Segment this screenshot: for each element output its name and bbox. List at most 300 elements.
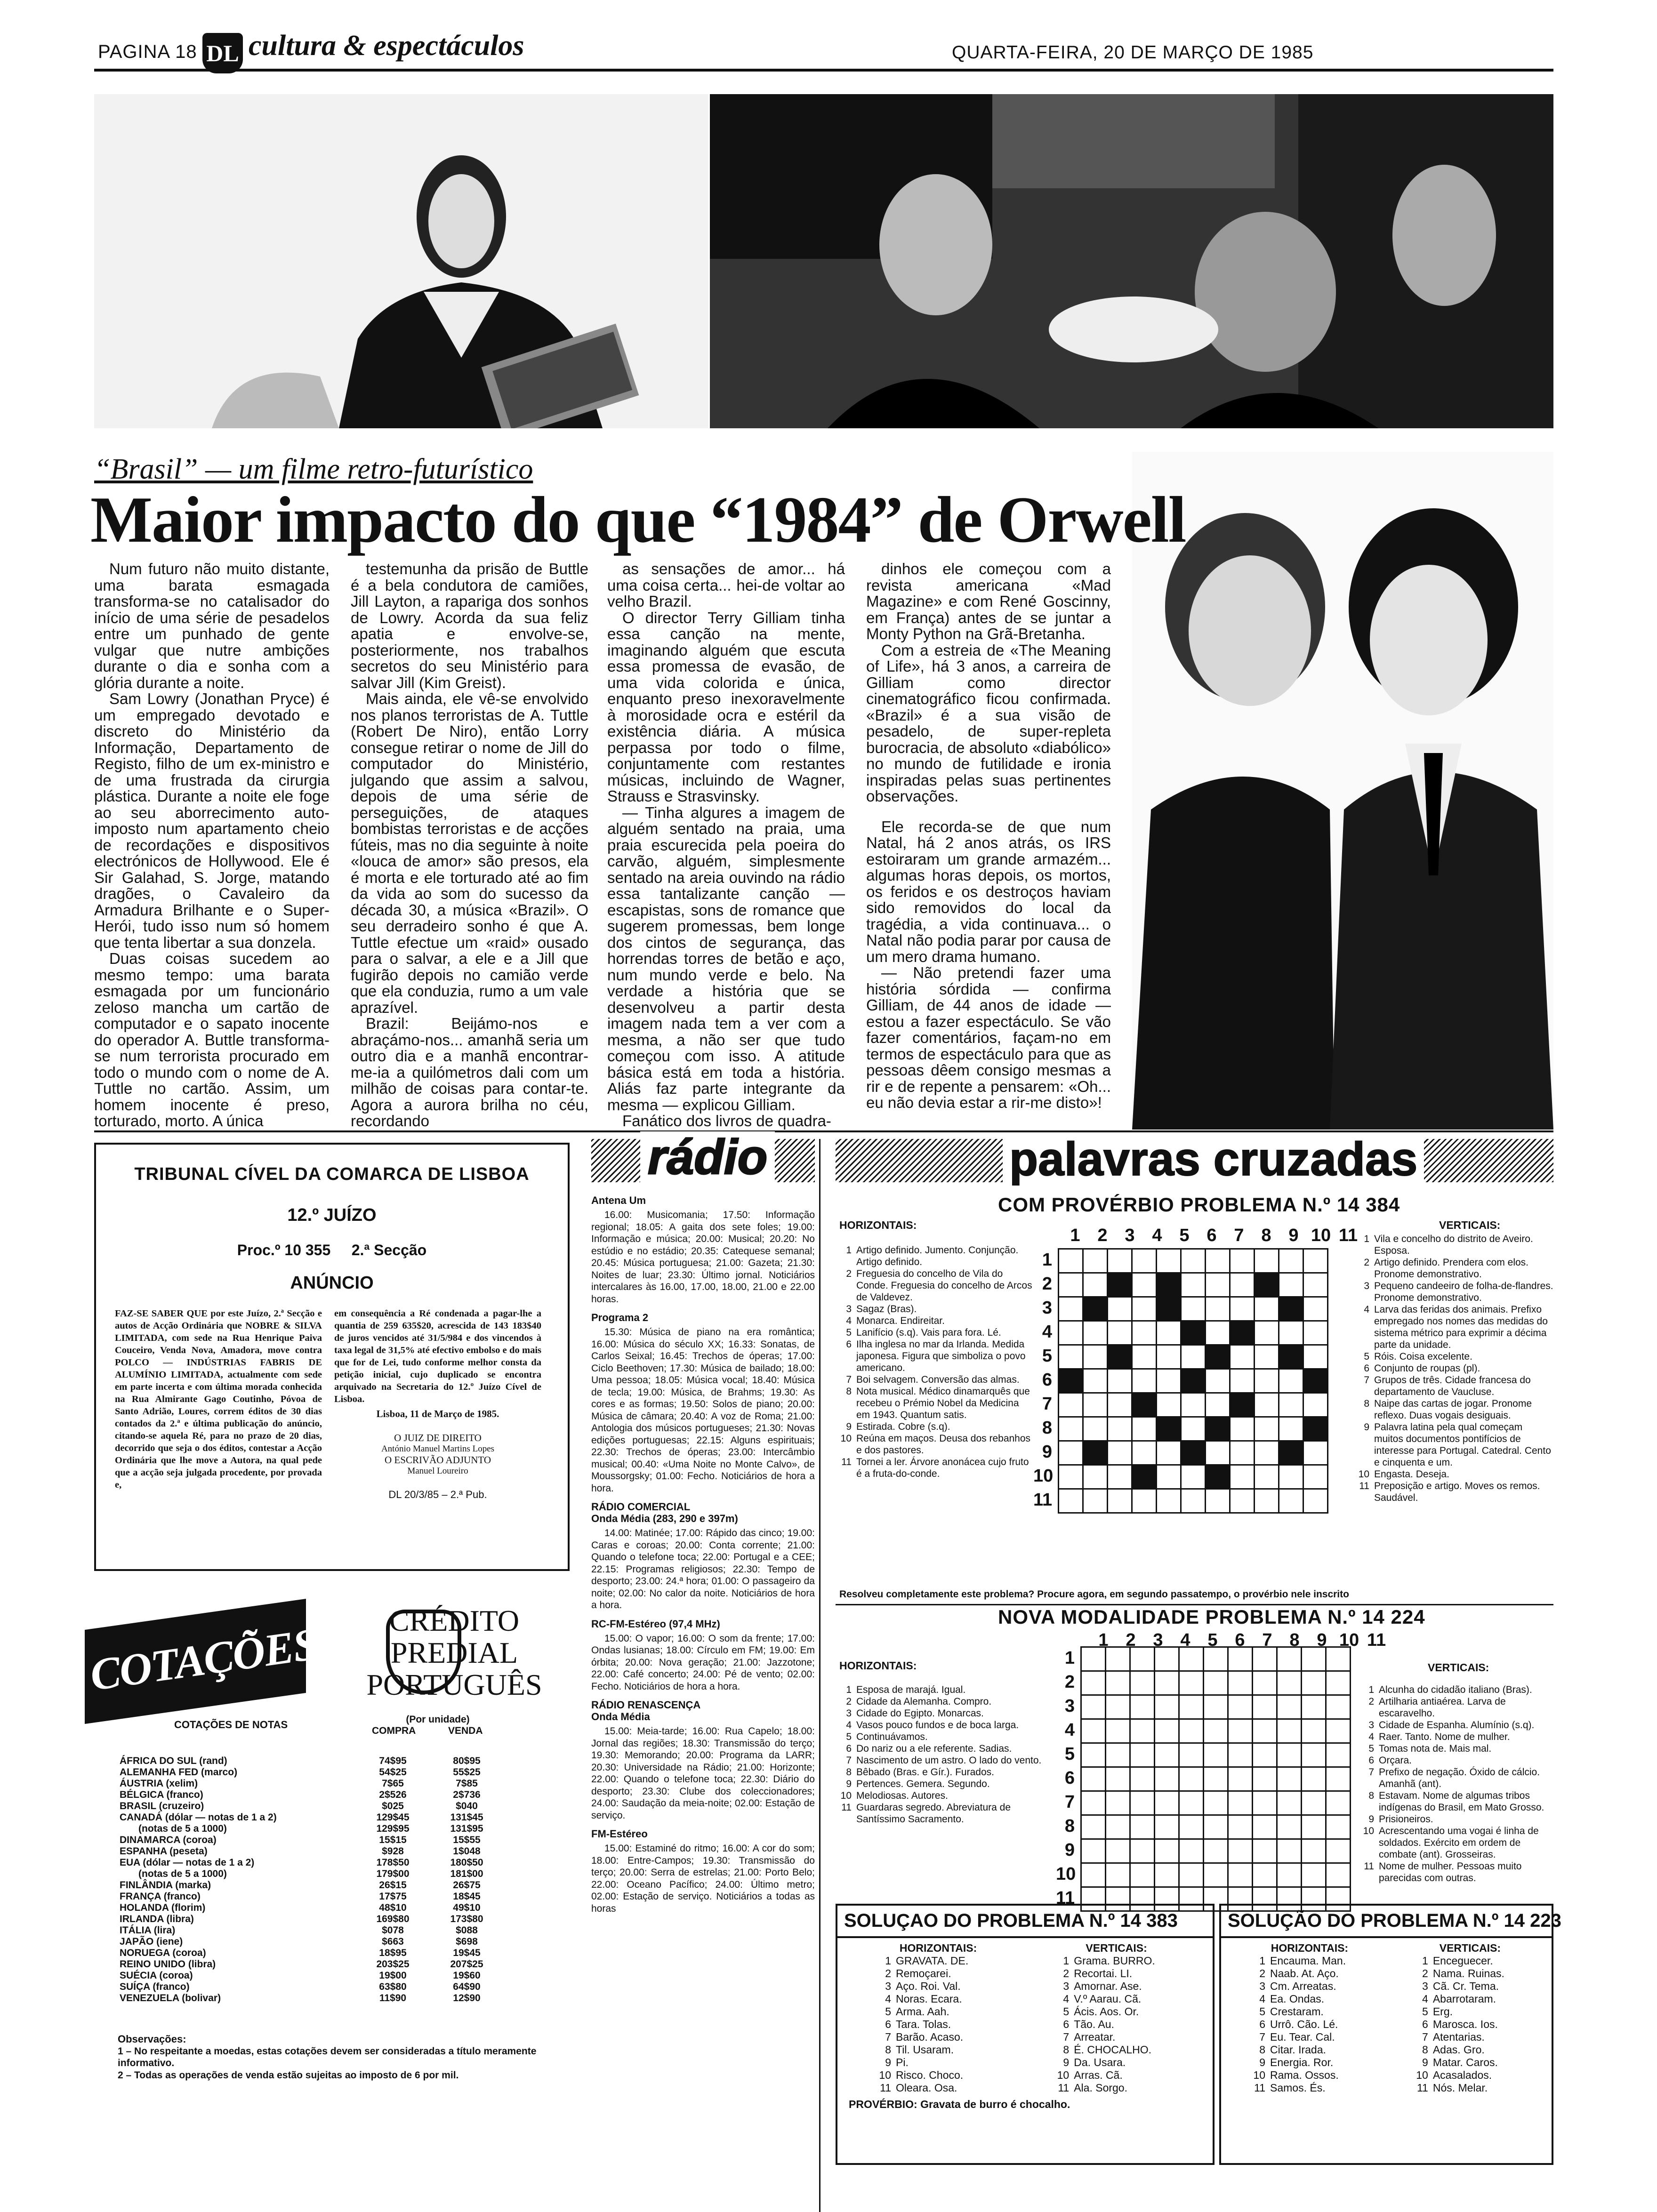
clue-text: Grama. BURRO. — [1074, 1955, 1155, 1967]
note-1: 1 – No respeitante a moedas, estas cotações devem ser consideradas a título meramente informativo. — [118, 2046, 537, 2068]
black-square — [1083, 1297, 1108, 1321]
row-number: 4 — [1042, 1322, 1052, 1342]
white-square — [1204, 1647, 1228, 1671]
white-square — [1204, 1743, 1228, 1767]
clue — [836, 1327, 1033, 1338]
clue — [836, 1386, 1033, 1421]
white-square — [1206, 1489, 1230, 1513]
white-square — [1132, 1369, 1157, 1393]
white-square — [1106, 1695, 1130, 1719]
clue-number: 9 — [846, 1779, 852, 1789]
grid-row — [1059, 1345, 1328, 1369]
clue — [1358, 1860, 1553, 1884]
white-square — [1132, 1249, 1157, 1273]
sell-rate: 15$55 — [453, 1835, 481, 1845]
paragraph: testemunha da prisão de Buttle é a bela condutora de camiões, Jill Layton, a rapariga dos sonhos de Lowry. Acorda da sua feliz apatia e envolve-se, posteriormente, nos trabalhos secretos do seu Ministério para salvar Jill (Kim Greist). — [351, 560, 588, 691]
white-square — [1081, 1743, 1106, 1767]
clue-number: 2 — [1063, 1967, 1070, 1980]
white-square — [1083, 1249, 1108, 1273]
clue-text: Arma. Aah. — [896, 2005, 949, 2018]
sell-rate: 64$90 — [453, 1981, 481, 1992]
clue-number: 5 — [1063, 2005, 1070, 2018]
buy-rate: $928 — [382, 1846, 404, 1857]
white-square — [1059, 1321, 1083, 1345]
clue-text: Atentarias. — [1432, 2031, 1485, 2043]
white-square — [1106, 1815, 1130, 1839]
clue — [875, 2082, 1030, 2094]
tribunal-date: Lisboa, 11 de Março de 1985. — [376, 1408, 499, 1419]
clue-number: 10 — [1363, 1826, 1374, 1836]
white-square — [1155, 1815, 1179, 1839]
white-square — [1277, 1719, 1302, 1743]
white-square — [1253, 1767, 1277, 1791]
row-number: 1 — [1042, 1250, 1052, 1270]
column-number: 6 — [1235, 1630, 1245, 1650]
clue-number: 4 — [846, 1720, 852, 1731]
tribunal-juizo: 12.º JUÍZO — [287, 1205, 377, 1225]
clue-text: Nota musical. Médico dinamarquês que recebeu o Prémio Nobel da Medicina em 1943. Quantum satis. — [856, 1386, 1030, 1420]
white-square — [1130, 1767, 1155, 1791]
white-square — [1130, 1791, 1155, 1815]
clue-text: Orçara. — [1379, 1755, 1412, 1766]
clue — [836, 1244, 1033, 1268]
sol2-verticais-label: VERTICAIS: — [1439, 1942, 1501, 1954]
clue — [1412, 1955, 1547, 1967]
buy-header: COMPRA — [372, 1725, 416, 1736]
table-row — [118, 1857, 504, 1868]
clue-number: 3 — [1368, 1720, 1374, 1731]
clue-number: 8 — [1364, 1398, 1369, 1409]
sell-rate: $040 — [456, 1801, 478, 1811]
clue-text: Recortai. LI. — [1074, 1967, 1133, 1980]
clue-text: Estirada. Cobre (s.q). — [856, 1421, 950, 1432]
white-square — [1106, 1863, 1130, 1887]
white-square — [1157, 1345, 1181, 1369]
paragraph: Fanático dos livros de quadra- — [622, 1112, 831, 1130]
clue — [1249, 2056, 1393, 2069]
clue-text: Energia. Ror. — [1270, 2056, 1334, 2068]
white-square — [1059, 1297, 1083, 1321]
buy-rate: 19$00 — [379, 1970, 407, 1981]
buy-rate: 54$25 — [379, 1767, 407, 1778]
sell-rate: 18$45 — [453, 1891, 481, 1902]
tribunal-anuncio: ANÚNCIO — [290, 1273, 374, 1293]
white-square — [1253, 1695, 1277, 1719]
column-number: 10 — [1311, 1226, 1331, 1245]
clue-text: Naipe das cartas de jogar. Pronome reflexo. Duas vogais desiguais. — [1374, 1398, 1532, 1421]
table-row — [118, 1925, 504, 1936]
paragraph: dinhos ele começou com a revista americana «Mad Magazine» e com René Goscinny, em França) antes de se juntar a Monty Python na Grã-Bretanha. — [866, 560, 1111, 642]
publication-ref: DL 20/3/85 – 2.ª Pub. — [388, 1489, 487, 1500]
sol1-vertical-answers — [1053, 1955, 1203, 2094]
clue-text: Da. Usara. — [1074, 2056, 1126, 2068]
clue — [1053, 1980, 1203, 1993]
white-square — [1279, 1393, 1303, 1417]
clue-number: 6 — [1063, 2018, 1070, 2030]
white-square — [1157, 1369, 1181, 1393]
currency-name: (notas de 5 a 1000) — [138, 1823, 227, 1834]
grid-row — [1081, 1695, 1351, 1719]
clue-number: 8 — [885, 2044, 891, 2056]
grid-row — [1081, 1791, 1351, 1815]
clue — [1249, 2018, 1393, 2031]
white-square — [1255, 1417, 1279, 1441]
sell-rate: 80$95 — [453, 1755, 481, 1766]
tribunal-text-left: FAZ-SE SABER QUE por este Juízo, 2.ª Secção e autos de Acção Ordinária que NOBRE & SILVA LIMITADA, com sede na Rua Henrique Paiva Couceiro, Venda Nova, Amadora, move contra POLCO — INDÚSTRIAS FABRIS DE ALUMÍNIO LIMITADA, actualmente com sede em parte incerta e com última morada conhecida na Rua Almirante Gago Coutinho, Póvoa de Santo Adrião, Loures, correm éditos de 30 dias contados da 2.ª e última publicação do anúncio, citando-se aquela Ré, para no prazo de 20 dias, decorrido que seja o dos éditos, contestar a Acção Ordinária que lhe move a Autora, na qual pede que a acção seja julgada procedente, por provada e, — [115, 1308, 322, 1490]
white-square — [1179, 1815, 1204, 1839]
clue-text: Cidade da Alemanha. Compro. — [856, 1696, 992, 1707]
clue-number: 11 — [1254, 2082, 1265, 2094]
white-square — [1302, 1863, 1326, 1887]
clue-text: Boi selvagem. Conversão das almas. — [856, 1374, 1020, 1385]
black-square — [1157, 1273, 1181, 1297]
buy-rate: 63$80 — [379, 1981, 407, 1992]
white-square — [1326, 1767, 1351, 1791]
clue-number: 2 — [1364, 1257, 1369, 1268]
clue — [1249, 2069, 1393, 2082]
cotacoes-banner-text: COTAÇÕES — [87, 1618, 321, 1700]
white-square — [1106, 1767, 1130, 1791]
clue — [1412, 2018, 1547, 2031]
row-number: 6 — [1064, 1768, 1075, 1788]
column-number: 2 — [1126, 1630, 1136, 1650]
clue-number: 7 — [846, 1374, 852, 1385]
white-square — [1155, 1647, 1179, 1671]
clue-text: Risco. Choco. — [896, 2069, 964, 2081]
p2-grid — [1080, 1646, 1351, 1912]
white-square — [1081, 1671, 1106, 1695]
black-square — [1132, 1465, 1157, 1489]
white-square — [1253, 1839, 1277, 1863]
clue — [1249, 2005, 1393, 2018]
clue-text: Samos. És. — [1270, 2082, 1326, 2094]
clerk-name: Manuel Loureiro — [407, 1466, 468, 1476]
white-square — [1326, 1743, 1351, 1767]
clue-number: 4 — [885, 1993, 891, 2005]
white-square — [1181, 1465, 1206, 1489]
clue — [1249, 1967, 1393, 1980]
currency-name: IRLANDA (libra) — [120, 1914, 194, 1924]
clue-number: 1 — [1364, 1234, 1369, 1244]
clue-text: Artigo definido. Jumento. Conjunção. Artigo definido. — [856, 1245, 1019, 1267]
white-square — [1059, 1417, 1083, 1441]
white-square — [1255, 1465, 1279, 1489]
clue-text: Raer. Tanto. Nome de mulher. — [1379, 1731, 1510, 1742]
row-number: 6 — [1042, 1370, 1052, 1390]
white-square — [1255, 1489, 1279, 1513]
clue-text: Larva das feridas dos animais. Prefixo empregado nos nomes das medidas do sistema métrico para exprimir a décima parte da unidade. — [1374, 1304, 1548, 1350]
white-square — [1155, 1767, 1179, 1791]
clue-text: Citar. Irada. — [1270, 2044, 1326, 2056]
grid-row — [1081, 1647, 1351, 1671]
clue-text: Cm. Arreatas. — [1270, 1980, 1336, 1992]
clue-text: Guardaras segredo. Abreviatura de Santíssimo Sacramento. — [856, 1802, 1011, 1825]
clue-text: Artilharia antiaérea. Larva de escaravelho. — [1379, 1696, 1506, 1719]
grid-row — [1081, 1839, 1351, 1863]
white-square — [1326, 1695, 1351, 1719]
grid-row — [1059, 1465, 1328, 1489]
white-square — [1059, 1249, 1083, 1273]
black-square — [1255, 1273, 1279, 1297]
white-square — [1253, 1671, 1277, 1695]
white-square — [1302, 1671, 1326, 1695]
buy-rate: 169$80 — [376, 1914, 410, 1924]
clue — [1353, 1257, 1553, 1280]
radio-title: rádio — [640, 1131, 775, 1183]
currency-name: ESPANHA (peseta) — [120, 1846, 208, 1857]
clue-number: 6 — [846, 1743, 852, 1754]
clue — [1053, 2082, 1203, 2094]
white-square — [1326, 1815, 1351, 1839]
grid-row — [1081, 1743, 1351, 1767]
station-schedule: 14.00: Matinée; 17.00: Rápido das cinco; 19.00: Caras e coroas; 20.00: Conta corrente; 21.00: Quando o telefone toca; 22.00: Portugal e a CEE; 22.15: Programas religiosos; 22.30: Tempo de desporto; 23.00: 24.ª hora; 01.00: O passageiro da noite; 02.00: No calor da noite. Noticiários de hora a hora. — [591, 1528, 815, 1611]
black-square — [1206, 1417, 1230, 1441]
clue — [1353, 1374, 1553, 1398]
clue-number: 6 — [1422, 2018, 1428, 2030]
clue — [1353, 1398, 1553, 1421]
white-square — [1206, 1393, 1230, 1417]
paragraph: — Tinha algures a imagem de alguém sentado na praia, uma praia escurecida pela poeira do carvão, alguém, simplesmente sentado na areia ouvindo na rádio essa tantalizante canção — escapistas, sons de romance que sugerem promessas, bem longe dos cintos de segurança, das horrendas torres de betão e aço, num mundo verde e belo. Na verdade a história que se desenvolveu a partir desta imagem nada tem a ver com a mesma, a não ser que tudo começou com isso. A atitude básica está em toda a história. Aliás faz parte integrante da mesma — explicou Gilliam. — [607, 803, 845, 1114]
clue-text: Sagaz (Bras). — [856, 1304, 917, 1314]
table-row — [118, 1891, 504, 1902]
black-square — [1230, 1321, 1255, 1345]
clue-number: 2 — [846, 1268, 852, 1279]
solution-1-title: SOLUÇAO DO PROBLEMA N.º 14 383 — [837, 1906, 1213, 1938]
buy-rate: 203$25 — [376, 1959, 410, 1970]
station-schedule: 15.00: Meia-tarde; 16.00: Rua Capelo; 18.00: Jornal das regiões; 18.30: Transmissão do terço; 19.30: Memorando; 20.00: Programa da LARR; 20.30: Universidade na Rádio; 21.00: Horizonte; 22.00: Quando o telefone toca; 22.30: Diário do desporto; 23.30: Clube dos coleccionadores; 24.00: Saudação da meia-noite; 02.00: Estação de serviço. — [591, 1726, 815, 1821]
clue — [1053, 1967, 1203, 1980]
clue-text: Arreatar. — [1074, 2031, 1116, 2043]
column-number: 8 — [1261, 1226, 1271, 1245]
row-number: 2 — [1064, 1672, 1075, 1692]
clue-number: 4 — [1063, 1993, 1070, 2005]
white-square — [1108, 1441, 1132, 1465]
white-square — [1302, 1791, 1326, 1815]
clue-text: Artigo definido. Prendera com elos. Pronome demonstrativo. — [1374, 1257, 1529, 1280]
clue-text: Barão. Acaso. — [896, 2031, 964, 2043]
white-square — [1204, 1719, 1228, 1743]
white-square — [1181, 1417, 1206, 1441]
white-square — [1179, 1695, 1204, 1719]
clue-number: 8 — [1259, 2044, 1265, 2056]
table-row — [118, 1970, 504, 1981]
clue-text: Remoçarei. — [896, 1967, 951, 1980]
sell-rate: 26$75 — [453, 1880, 481, 1891]
black-square — [1230, 1393, 1255, 1417]
white-square — [1303, 1441, 1328, 1465]
black-square — [1206, 1345, 1230, 1369]
clue-number: 4 — [846, 1315, 852, 1326]
white-square — [1326, 1671, 1351, 1695]
grid-row — [1059, 1321, 1328, 1345]
clerk-title: O ESCRIVÃO ADJUNTO — [385, 1454, 491, 1466]
black-square — [1157, 1417, 1181, 1441]
clue — [1358, 1743, 1553, 1755]
currency-name: DINAMARCA (coroa) — [120, 1835, 217, 1845]
currency-name: ÁUSTRIA (xelim) — [120, 1778, 198, 1789]
white-square — [1132, 1489, 1157, 1513]
clue-number: 2 — [885, 1967, 891, 1980]
white-square — [1130, 1695, 1155, 1719]
white-square — [1083, 1417, 1108, 1441]
clue — [1353, 1351, 1553, 1362]
clue-number: 9 — [1259, 2056, 1265, 2068]
clue — [1358, 1684, 1553, 1696]
white-square — [1255, 1393, 1279, 1417]
clue-text: Tornei a ler. Árvore anonácea cujo fruto é a fruta-do-conde. — [856, 1457, 1029, 1479]
p1-vertical-clues — [1353, 1233, 1553, 1504]
clue-text: Nama. Ruinas. — [1432, 1967, 1504, 1980]
buy-rate: $078 — [382, 1925, 404, 1936]
clue-text: Erg. — [1432, 2005, 1453, 2018]
clue — [836, 1421, 1033, 1433]
white-square — [1059, 1465, 1083, 1489]
clue-number: 10 — [1358, 1469, 1369, 1480]
clue-number: 1 — [1063, 1955, 1070, 1967]
table-row — [118, 1868, 504, 1880]
white-square — [1179, 1791, 1204, 1815]
white-square — [1302, 1695, 1326, 1719]
clue-number: 11 — [1364, 1861, 1374, 1872]
article-column-2 — [351, 561, 588, 1130]
white-square — [1279, 1489, 1303, 1513]
white-square — [1108, 1393, 1132, 1417]
white-square — [1106, 1647, 1130, 1671]
white-square — [1130, 1743, 1155, 1767]
white-square — [1157, 1393, 1181, 1417]
clue-number: 9 — [1063, 2056, 1070, 2068]
clue-text: Cã. Cr. Tema. — [1432, 1980, 1499, 1992]
clue-text: Monarca. Endireitar. — [856, 1315, 945, 1326]
white-square — [1130, 1719, 1155, 1743]
clue-number: 10 — [840, 1433, 852, 1444]
clue-text: Ilha inglesa no mar da Irlanda. Medida japonesa. Figura que simboliza o povo americano. — [856, 1339, 1026, 1373]
clue-number: 6 — [1259, 2018, 1265, 2030]
white-square — [1302, 1719, 1326, 1743]
white-square — [1108, 1465, 1132, 1489]
white-square — [1059, 1441, 1083, 1465]
clue-number: 5 — [1422, 2005, 1428, 2018]
p1-verticais-label: VERTICAIS: — [1439, 1219, 1501, 1231]
sell-rate: $698 — [456, 1936, 478, 1947]
column-number: 10 — [1339, 1630, 1359, 1650]
white-square — [1230, 1345, 1255, 1369]
white-square — [1106, 1719, 1130, 1743]
grid-row — [1059, 1393, 1328, 1417]
black-square — [1279, 1441, 1303, 1465]
clue-number: 1 — [885, 1955, 891, 1967]
white-square — [1302, 1767, 1326, 1791]
article-headline: Maior impacto do que “1984” de Orwell — [90, 483, 1186, 556]
radio-divider — [819, 1139, 820, 2212]
paragraph: Duas coisas sucedem ao mesmo tempo: uma barata esmagada por um funcionário zeloso mancha um cartão de computador e o sapato inocente do operador A. Buttle transforma-se num terrorista procurado em todo o mundo com o nome de A. Tuttle no cartão. Assim, um homem inocente é preso, torturado, morto. A única — [94, 950, 330, 1130]
photo-two-men — [1132, 452, 1553, 1130]
row-number: 11 — [1056, 1888, 1075, 1908]
sell-rate: 12$90 — [453, 1993, 481, 2004]
clue-number: 3 — [846, 1708, 852, 1719]
white-square — [1230, 1273, 1255, 1297]
clue-text: V.º Aarau. Cã. — [1074, 1993, 1142, 2005]
clue — [1358, 1813, 1553, 1825]
buy-rate: 74$95 — [379, 1755, 407, 1766]
column-number: 5 — [1207, 1630, 1218, 1650]
white-square — [1132, 1441, 1157, 1465]
white-square — [1206, 1249, 1230, 1273]
white-square — [1179, 1767, 1204, 1791]
white-square — [1279, 1417, 1303, 1441]
p1-row-numbers — [1033, 1248, 1052, 1514]
column-number: 8 — [1289, 1630, 1300, 1650]
sell-rate: 131$45 — [450, 1812, 483, 1823]
black-square — [1059, 1369, 1083, 1393]
row-number: 2 — [1042, 1274, 1052, 1294]
white-square — [1083, 1489, 1108, 1513]
clue — [836, 1374, 1033, 1386]
white-square — [1326, 1719, 1351, 1743]
table-row — [118, 1936, 504, 1948]
white-square — [1130, 1647, 1155, 1671]
clue-number: 10 — [1416, 2069, 1428, 2081]
white-square — [1228, 1767, 1253, 1791]
buy-rate: 129$95 — [376, 1823, 410, 1834]
clue-number: 1 — [1259, 1955, 1265, 1967]
clue-number: 10 — [840, 1790, 852, 1801]
table-row — [118, 1755, 504, 1767]
white-square — [1106, 1671, 1130, 1695]
sell-rate: 2$736 — [453, 1789, 481, 1800]
white-square — [1277, 1647, 1302, 1671]
white-square — [1132, 1345, 1157, 1369]
column-number: 7 — [1234, 1226, 1244, 1245]
white-square — [1132, 1297, 1157, 1321]
grid-row — [1059, 1417, 1328, 1441]
per-unit-label: (Por unidade) — [406, 1714, 470, 1725]
clue-number: 2 — [1422, 1967, 1428, 1980]
cotacoes-section — [85, 1600, 579, 2165]
clue — [1412, 2044, 1547, 2056]
table-row — [118, 1767, 504, 1778]
clue — [836, 1684, 1043, 1696]
clue-number: 3 — [1364, 1281, 1369, 1291]
clue-text: Adas. Gro. — [1432, 2044, 1485, 2056]
paragraph: Ele recorda-se de que num Natal, há 2 anos atrás, os IRS estoiraram um grande armazém... algumas horas depois, os mortos, os feridos e os destroços haviam sido removidos do local da tragédia, a vida continuava... o Natal não podia parar por causa de um mero drama humano. — [866, 817, 1111, 965]
clue — [1249, 2082, 1393, 2094]
black-square — [1181, 1321, 1206, 1345]
black-square — [1303, 1369, 1328, 1393]
white-square — [1081, 1767, 1106, 1791]
clue — [1053, 2056, 1203, 2069]
white-square — [1181, 1297, 1206, 1321]
clue — [1358, 1790, 1553, 1813]
row-number: 7 — [1064, 1792, 1075, 1812]
white-square — [1255, 1249, 1279, 1273]
white-square — [1130, 1671, 1155, 1695]
currency-name: BÉLGICA (franco) — [120, 1789, 203, 1800]
proverb-answer: PROVÉRBIO: Gravata de burro é chocalho. — [849, 2098, 1070, 2110]
clue-number: 1 — [1422, 1955, 1428, 1967]
white-square — [1108, 1417, 1132, 1441]
white-square — [1303, 1465, 1328, 1489]
problem-1 — [836, 1219, 1553, 1614]
clue-number: 5 — [846, 1731, 852, 1742]
paragraph: Num futuro não muito distante, uma barata esmagada transforma-se no catalisador do início de uma série de pesadelos entre um punhado de gente vulgar que nutre ambições durante o dia e sonha com a glória durante a noite. — [94, 560, 330, 691]
currency-name: ALEMANHA FED (marco) — [120, 1767, 238, 1778]
article-column-3 — [607, 561, 845, 1130]
section-title: cultura & espectáculos — [249, 30, 524, 62]
clue-text: Rama. Ossos. — [1270, 2069, 1339, 2081]
clue-text: Acasalados. — [1432, 2069, 1492, 2081]
table-row — [118, 1778, 504, 1789]
